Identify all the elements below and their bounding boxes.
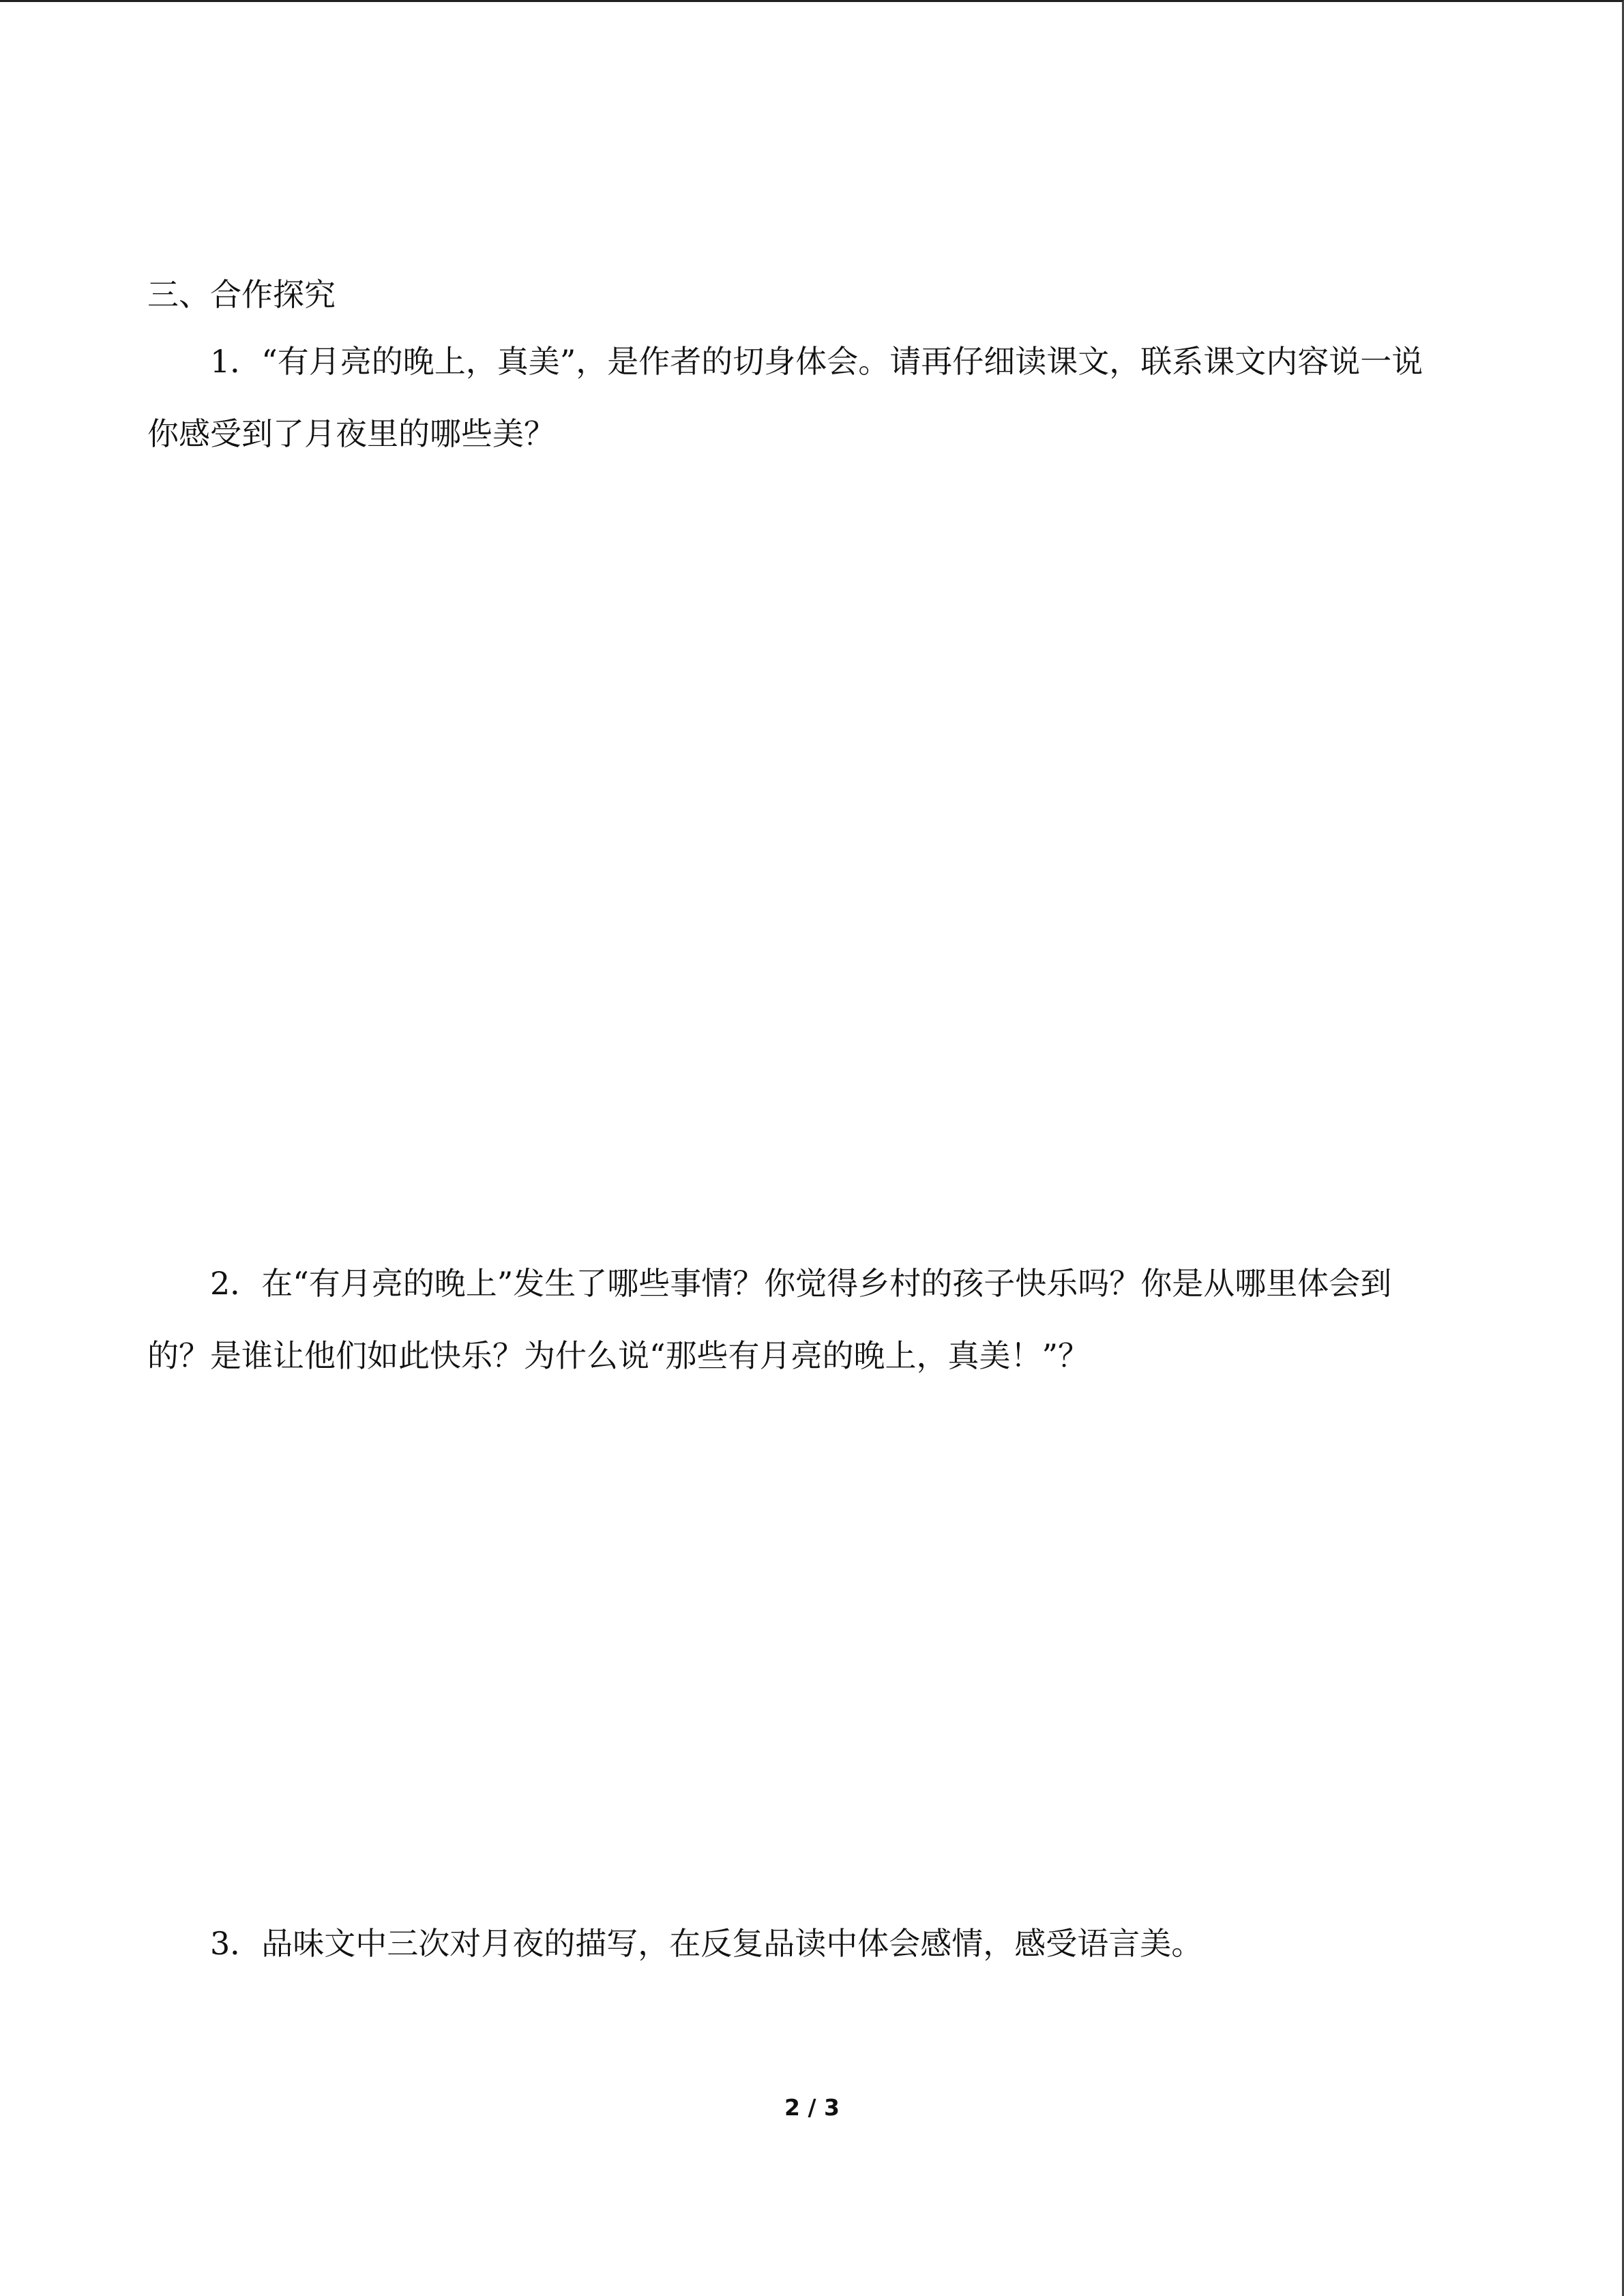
question-1-line-2: 你感受到了月夜里的哪些美？ [147, 415, 555, 452]
section-heading: 三、合作探究 [147, 276, 336, 313]
question-2-line-1: 2．在“有月亮的晚上”发生了哪些事情？你觉得乡村的孩子快乐吗？你是从哪里体会到 [210, 1265, 1392, 1302]
question-2-line-2: 的？是谁让他们如此快乐？为什么说“那些有月亮的晚上，真美！”？ [147, 1337, 1090, 1374]
question-3-line-1: 3．品味文中三次对月夜的描写，在反复品读中体会感情，感受语言美。 [210, 1925, 1203, 1962]
question-1-line-1: 1．“有月亮的晚上，真美”，是作者的切身体会。请再仔细读课文，联系课文内容说一说 [210, 343, 1423, 380]
question-1 [147, 325, 1477, 470]
question-3 [147, 1907, 1477, 1980]
page-number: 2 / 3 [784, 2094, 840, 2121]
question-2 [147, 1247, 1477, 1392]
